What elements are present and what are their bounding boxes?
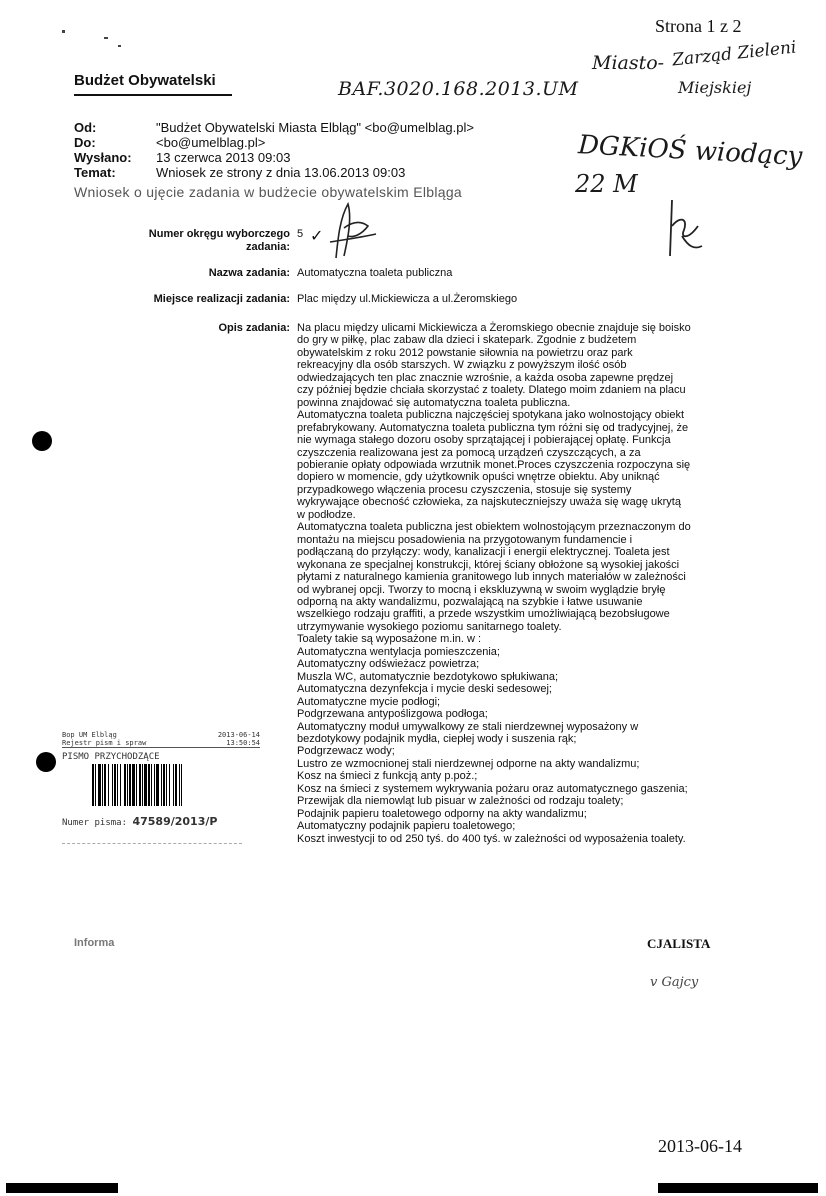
description-line: Koszt inwestycji to od 250 tyś. do 400 tyś. w zależności od wyposażenia toalety. <box>297 832 686 845</box>
description-line: Kosz na śmieci z funkcją anty p.poż.; <box>297 770 478 783</box>
footer-date: 2013-06-14 <box>658 1136 742 1156</box>
description-line: wykrywające obecność człowieka, za najskuteczniejszy uważa się wagę ukrytą <box>297 496 681 509</box>
description-line: Automatyczne mycie podłogi; <box>297 695 441 708</box>
page-indicator: Strona 1 z 2 <box>655 16 742 36</box>
subject-label: Temat: <box>74 165 116 180</box>
description-line: montażu na miejscu posadowienia na przygotowanym fundamencie i <box>297 533 633 546</box>
description-line: Automatyczna wentylacja pomieszczenia; <box>297 645 500 658</box>
task-description-label: Opis zadania: <box>218 322 290 334</box>
from-value: "Budżet Obywatelski Miasta Elbląg" <bo@umelblag.pl> <box>156 120 474 135</box>
handwritten-reference: BAF.3020.168.2013.UM <box>338 78 579 100</box>
stamp-dashed-line <box>62 843 242 844</box>
email-from-row <box>74 121 474 135</box>
description-line: do gry w piłkę, plac zabaw dla dzieci i skatepark. Zgodnie z budżetem <box>297 334 637 347</box>
description-line: Lustro ze wzmocnionej stali nierdzewnej odporne na akty wandalizmu; <box>297 757 640 770</box>
description-line: odporną na akty wandalizmu, pozwalającą na szybkie i łatwe usuwanie <box>297 595 643 608</box>
description-line: prefabrykowany. Automatyczna toaleta publiczna tym różni się od tradycyjnej, że <box>297 421 689 434</box>
district-label-line1: Numer okręgu wyborczego <box>148 228 290 240</box>
description-line: płytami z naturalnego kamienia granitowego lub innych materiałów w zależności <box>297 571 686 584</box>
task-name-label: Nazwa zadania: <box>208 267 290 279</box>
description-line: w podłodze. <box>297 508 356 521</box>
stamp-number-label: Numer pisma: <box>62 818 128 828</box>
stamp-date: 2013-06-14 <box>217 731 260 739</box>
description-line: Automatyczny podajnik papieru toaletowego; <box>297 820 516 833</box>
description-line: powinna znajdować się automatyczna toaleta publiczna. <box>297 396 571 409</box>
description-line: czyszczenia realizowana jest za pomocą urządzeń czyszczących, a za <box>297 446 641 459</box>
description-line: Na placu między ulicami Mickiewicza a Żeromskiego obecnie znajduje się boisko <box>297 322 691 334</box>
footer-right-text: CJALISTA <box>647 936 711 951</box>
description-line: bezdotykowy podajnik mydła, ciepłej wody i suszenia rąk; <box>297 732 577 745</box>
email-sent-row <box>74 151 290 165</box>
description-line: obywatelskim z roku 2012 powstanie siłownia na powietrzu oraz park <box>297 346 633 359</box>
task-place-value: Plac między ul.Mickiewicza a ul.Żeromskiego <box>297 293 518 305</box>
description-line: utrzymywanie wysokiego poziomu sanitarnego toalety. <box>297 620 562 633</box>
subject-value: Wniosek ze strony z dnia 13.06.2013 09:03 <box>156 165 406 180</box>
description-line: wszelkiego rodzaju graffiti, a przede wszystkim umożliwiającą bezobsługowe <box>297 608 670 621</box>
handwritten-department-2: Zarząd Zieleni <box>671 37 798 71</box>
form-title: Wniosek o ujęcie zadania w budżecie obywatelskim Elbląga <box>74 184 462 200</box>
description-line: przypadkowego włączenia procesu czyszczenia, stosuje się systemy <box>297 483 632 496</box>
description-line: od wybranej opcji. Tworzy to mocną i ekskluzywną w swoim wyglądzie bryłę <box>297 583 666 596</box>
description-line: Podajnik papieru toaletowego odporny na akty wandalizmu; <box>297 807 587 820</box>
description-line: Toalety takie są wyposażone m.in. w : <box>297 633 482 646</box>
description-line: Automatyczna toaleta publiczna najczęściej spotykana jako wolnostojący obiekt <box>297 409 685 422</box>
description-line: pobieranie opłaty odpowiada wrzutnik monet.Proces czyszczenia rozpoczyna się <box>297 458 691 471</box>
description-line: nie wymaga stałego dozoru osoby sprzątającej i pobierającej opłatę. Funkcja <box>297 434 671 447</box>
stamp-number: 47589/2013/P <box>132 815 218 828</box>
scan-edge-right <box>658 1183 818 1193</box>
handwritten-department-3: Miejskiej <box>678 78 752 97</box>
stamp-type: PISMO PRZYCHODZĄCE <box>62 752 160 762</box>
signature-scribble <box>318 198 388 264</box>
scan-speck <box>118 45 121 47</box>
scan-edge-left <box>6 1183 118 1193</box>
barcode <box>92 764 242 806</box>
district-value: 5 <box>297 228 304 240</box>
scan-speck <box>104 37 108 39</box>
task-description <box>297 322 757 845</box>
description-line: Przewijak dla niemowląt lub pisuar w zależności od rodzaju toalety; <box>297 795 624 808</box>
description-line: podłączaną do przyłączy: wody, kanalizacji i energii elektrycznej. Toaleta jest <box>297 546 670 559</box>
email-to-row <box>74 136 265 150</box>
handwritten-department-1: Miasto- <box>592 52 665 74</box>
description-line: Podgrzewana antypoślizgowa podłoga; <box>297 708 488 721</box>
from-label: Od: <box>74 120 97 135</box>
description-line: Automatyczna toaleta publiczna jest obiektem wolnostojącym przeznaczonym do <box>297 521 691 534</box>
to-label: Do: <box>74 135 96 150</box>
description-line: czy później będzie chciała skorzystać z toalety. Dlatego moim zdaniem na placu <box>297 384 686 397</box>
signature-initials <box>658 196 708 262</box>
description-line: Automatyczny moduł umywalkowy ze stali nierdzewnej wyposażony w <box>297 720 639 733</box>
description-line: Automatyczny odświeżacz powietrza; <box>297 658 480 671</box>
punch-hole <box>32 431 52 451</box>
handwritten-note-1: DGKiOŚ wiodący <box>577 130 804 172</box>
registry-stamp <box>62 731 260 828</box>
sent-value: 13 czerwca 2013 09:03 <box>156 150 291 165</box>
task-name-value: Automatyczna toaleta publiczna <box>297 267 453 279</box>
stamp-office: Bop UM Elbląg <box>62 731 117 739</box>
description-line: wykonana ze specjalnej konstrukcji, której ściany obłożone są wysokiej jakości <box>297 558 680 571</box>
description-line: rekreacyjny dla osób starszych. W związku z powyższym ilość osób <box>297 359 627 372</box>
punch-hole <box>36 752 56 772</box>
task-place-label: Miejsce realizacji zadania: <box>153 293 290 305</box>
barcode-bar <box>182 764 184 806</box>
footer-right-signature: v Gajcy <box>650 975 699 990</box>
stamp-registry: Rejestr pism i spraw <box>62 739 147 747</box>
district-label-line2: zadania: <box>245 241 290 253</box>
description-line: dopiero w momencie, gdy użytkownik opuści wnętrze obiektu. Aby uniknąć <box>297 471 660 484</box>
description-line: Automatyczna dezynfekcja i mycie deski sedesowej; <box>297 683 552 696</box>
scan-speck <box>62 30 65 33</box>
sent-label: Wysłano: <box>74 150 132 165</box>
description-line: Podgrzewacz wody; <box>297 745 395 758</box>
handwritten-note-2: 22 M <box>575 170 638 198</box>
description-line: Kosz na śmieci z systemem wykrywania pożaru oraz automatycznego gaszenia; <box>297 782 688 795</box>
footer-left-text: Informa <box>74 937 115 949</box>
page-heading: Budżet Obywatelski <box>74 72 216 89</box>
checkmark-icon: ✓ <box>310 228 324 245</box>
to-value: <bo@umelblag.pl> <box>156 135 266 150</box>
stamp-time: 13:50:54 <box>226 739 260 747</box>
email-subject-row <box>74 166 405 180</box>
heading-underline <box>74 94 232 96</box>
district-label <box>40 228 290 254</box>
description-line: Muszla WC, automatycznie bezdotykowo spłukiwana; <box>297 670 559 683</box>
description-line: odwiedzających ten plac znacznie wzrośnie, a każda osoba zapewne prędzej <box>297 371 674 384</box>
